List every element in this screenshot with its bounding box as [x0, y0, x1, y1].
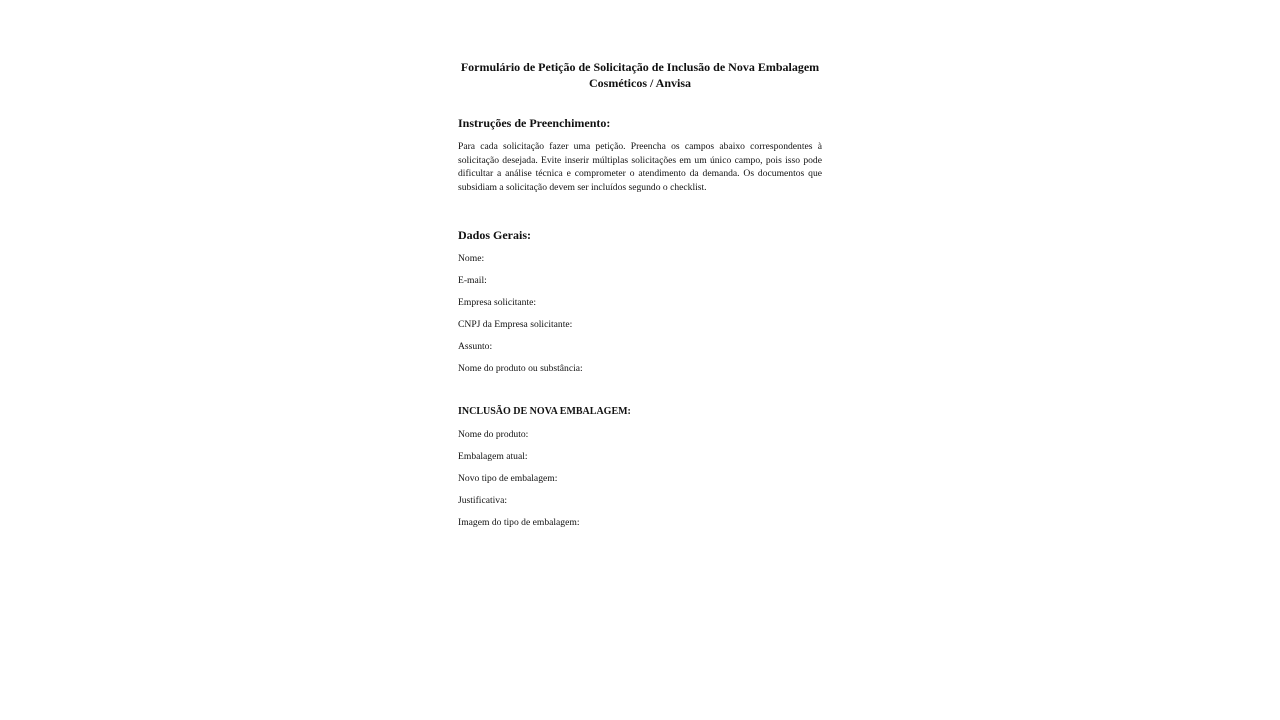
field-label-assunto: Assunto: — [458, 341, 493, 352]
field-label-embalagem-atual: Embalagem atual: — [458, 451, 528, 462]
field-label-novo-tipo-embalagem: Novo tipo de embalagem: — [458, 473, 558, 484]
field-label-email: E-mail: — [458, 275, 487, 286]
document-page — [458, 0, 822, 720]
field-label-imagem-tipo-embalagem: Imagem do tipo de embalagem: — [458, 517, 580, 528]
document-title-line-1: Formulário de Petição de Solicitação de Inclusão de Nova Embalagem — [460, 60, 820, 74]
instructions-heading: Instruções de Preenchimento: — [458, 116, 611, 130]
dados-gerais-heading: Dados Gerais: — [458, 228, 531, 242]
field-label-empresa-solicitante: Empresa solicitante: — [458, 297, 537, 308]
inclusao-nova-embalagem-heading: INCLUSÃO DE NOVA EMBALAGEM: — [458, 406, 631, 417]
field-label-nome-produto: Nome do produto: — [458, 429, 529, 440]
document-title — [458, 59, 822, 91]
field-label-nome-produto-substancia: Nome do produto ou substância: — [458, 363, 583, 374]
field-label-justificativa: Justificativa: — [458, 495, 508, 506]
document-title-line-2: Cosméticos / Anvisa — [589, 76, 691, 90]
field-label-cnpj: CNPJ da Empresa solicitante: — [458, 319, 573, 330]
instructions-paragraph: Para cada solicitação fazer uma petição. Preencha os campos abaixo correspondentes à solicitação desejada. Evite inserir múltiplas solicitações em um único campo, pois isso pode dificultar a análise técnica e comprometer o atendimento da demanda. Os documentos que subsidiam a solicitação devem ser incluídos segundo o checklist. — [458, 141, 822, 193]
field-label-nome: Nome: — [458, 253, 485, 264]
